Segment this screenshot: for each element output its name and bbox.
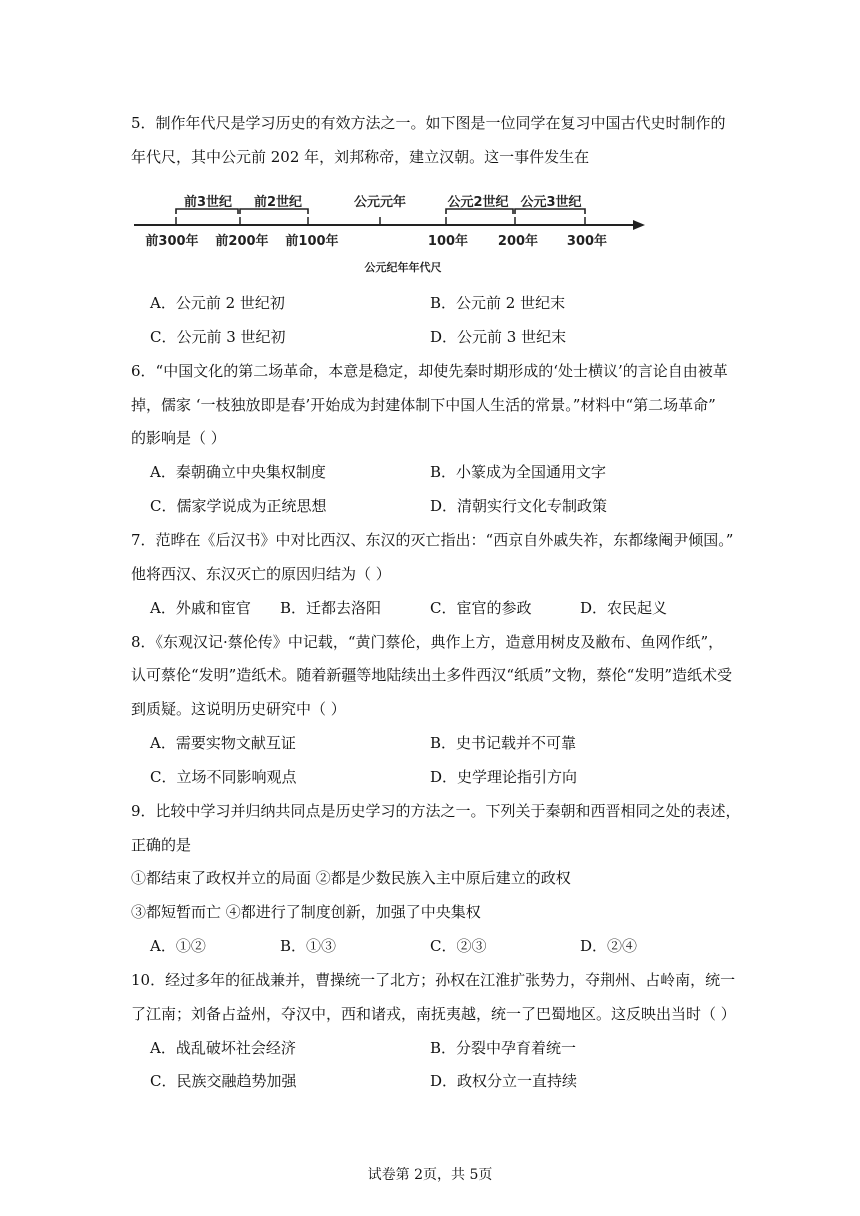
q8-option-b[interactable]: B．史书记载并不可靠 [430,734,577,752]
question-9-text-line-4: ③都短暂而亡 ④都进行了制度创新，加强了中央集权 [131,903,481,921]
question-9-text-line-3: ①都结束了政权并立的局面 ②都是少数民族入主中原后建立的政权 [131,869,571,887]
century-label: 公元3世纪 [520,195,582,210]
year-label: 前300年 [145,234,199,249]
q9-option-c[interactable]: C．②③ [430,937,487,955]
q10-option-c[interactable]: C．民族交融趋势加强 [150,1072,297,1090]
q5-option-c[interactable]: C．公元前 3 世纪初 [150,328,286,346]
question-5-text-line-2: 年代尺，其中公元前 202 年，刘邦称帝，建立汉朝。这一事件发生在 [131,148,590,166]
q10-option-a[interactable]: A．战乱破坏社会经济 [150,1039,296,1057]
q8-option-c[interactable]: C．立场不同影响观点 [150,768,297,786]
year-label: 前100年 [285,234,339,249]
q9-option-b[interactable]: B．①③ [280,937,337,955]
q9-option-d[interactable]: D．②④ [580,937,638,955]
question-6-text-line-3: 的影响是（ ） [131,429,226,447]
q7-option-d[interactable]: D．农民起义 [580,599,668,617]
q8-option-a[interactable]: A．需要实物文献互证 [150,734,296,752]
q8-option-d[interactable]: D．史学理论指引方向 [430,768,578,786]
q5-option-b[interactable]: B．公元前 2 世纪末 [430,294,566,312]
q7-option-a[interactable]: A．外戚和宦官 [150,599,251,617]
century-label: 公元2世纪 [447,195,509,210]
timeline-arrow [633,220,645,230]
q5-option-a[interactable]: A．公元前 2 世纪初 [150,294,285,312]
year-label: 200年 [497,234,539,249]
question-8-text-line-1: 8．《东观汉记·蔡伦传》中记载，“黄门蔡伦，典作上方，造意用树皮及敝布、鱼网作纸”， [131,633,724,651]
q7-option-c[interactable]: C．宦官的参政 [430,599,532,617]
q10-option-d[interactable]: D．政权分立一直持续 [430,1072,578,1090]
century-label: 前2世纪 [253,195,303,210]
q6-option-a[interactable]: A．秦朝确立中央集权制度 [150,463,326,481]
question-7-text-line-1: 7．范晔在《后汉书》中对比西汉、东汉的灭亡指出：“西京自外戚失祚，东都缘阉尹倾国。” [131,531,734,549]
century-label: 前3世纪 [183,195,233,210]
page-footer: 试卷第 2页，共 5页 [367,1167,493,1183]
question-8-text-line-3: 到质疑。这说明历史研究中（ ） [131,700,346,718]
question-9-text-line-2: 正确的是 [131,836,192,854]
question-10-text-line-2: 了江南；刘备占益州，夺汉中，西和诸戎，南抚夷越，统一了巴蜀地区。这反映出当时（ ） [131,1005,736,1023]
question-10-text-line-1: 10．经过多年的征战兼并，曹操统一了北方；孙权在江淮扩张势力，夺荆州、占岭南，统一 [131,971,736,989]
q7-option-b[interactable]: B．迁都去洛阳 [280,599,382,617]
year-label: 100年 [427,234,469,249]
q6-option-c[interactable]: C．儒家学说成为正统思想 [150,497,327,515]
q10-option-b[interactable]: B．分裂中孕育着统一 [430,1039,577,1057]
timeline-caption: 公元纪年年代尺 [364,261,442,274]
q5-option-d[interactable]: D．公元前 3 世纪末 [430,328,567,346]
question-8-text-line-2: 认可蔡伦“发明”造纸术。随着新疆等地陆续出土多件西汉“纸质”文物，蔡伦“发明”造纸术受 [131,666,733,684]
timeline-figure [128,186,658,281]
question-7-text-line-2: 他将西汉、东汉灭亡的原因归结为（ ） [131,565,391,583]
q6-option-b[interactable]: B．小篆成为全国通用文字 [430,463,607,481]
century-label: 公元元年 [353,195,407,210]
q6-option-d[interactable]: D．清朝实行文化专制政策 [430,497,608,515]
question-6-text-line-1: 6．“中国文化的第二场革命，本意是稳定，却使先秦时期形成的‘处士横议’的言论自由被革 [131,362,728,380]
year-label: 300年 [566,234,608,249]
question-9-text-line-1: 9．比较中学习并归纳共同点是历史学习的方法之一。下列关于秦朝和西晋相同之处的表述， [131,802,741,820]
year-label: 前200年 [215,234,269,249]
question-6-text-line-2: 掉，儒家 ‘一枝独放即是春’开始成为封建体制下中国人生活的常景。”材料中“第二场革命” [131,396,716,414]
question-5-text-line-1: 5．制作年代尺是学习历史的有效方法之一。如下图是一位同学在复习中国古代史时制作的 [131,114,726,132]
q9-option-a[interactable]: A．①② [150,937,206,955]
